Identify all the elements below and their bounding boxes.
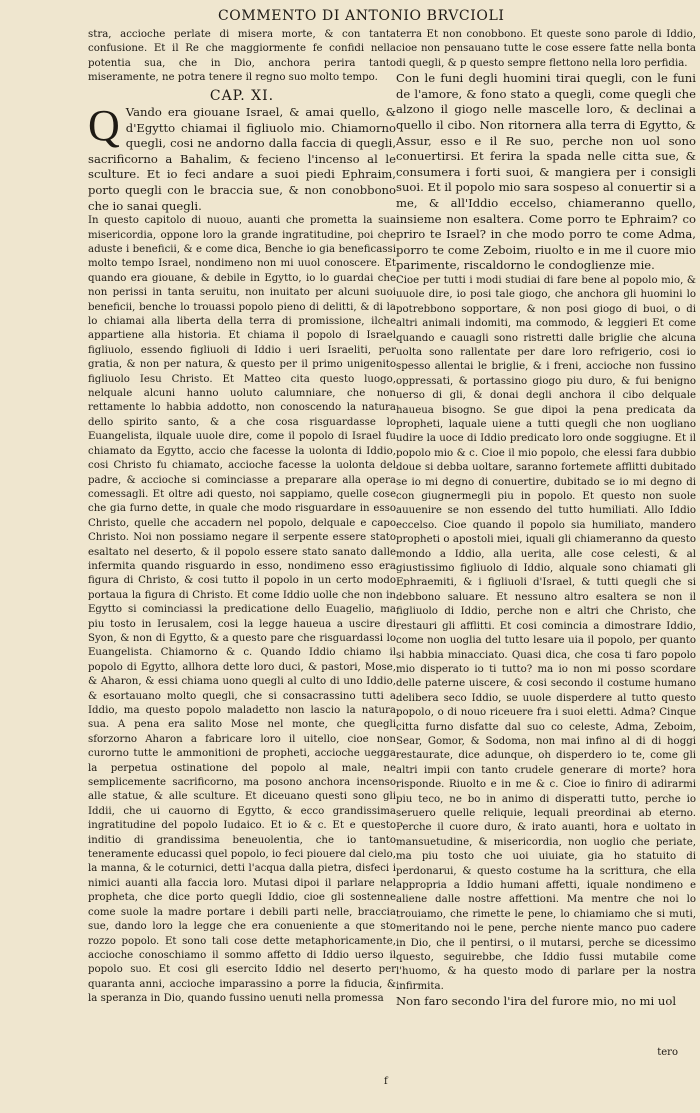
closing-scripture-verse: Non faro secondo l'ira del furore mio, no mi uol xyxy=(396,994,677,1009)
right-column xyxy=(396,28,696,1048)
scripture-verse-text: Vando era giouane Israel, & amai quello, & d'Egytto chiamai il figliuolo mio. Chiamorno quegli, cosi ne andorno dalla faccia di quegli, sacrificorno a Bahalim, & fecieno l'incenso al le sculture. Et io feci andare a suoi piedi Ephraim, porto quegli con le braccia sue, & non conobbono che io sanai quegli. xyxy=(88,105,396,213)
chapter-heading: CAP. XI. xyxy=(209,87,275,104)
left-column xyxy=(88,28,396,1048)
left-opening-text: stra, accioche perlate di misera morte, & con tanta confusione. Et il Re che maggiormente fe confidi nella potentia sua, che in Dio, anchora perira tanto miseramente, ne potra tenere il regno suo molto tempo. xyxy=(88,29,396,84)
catchword: tero xyxy=(657,1047,678,1058)
commentary-text: In questo capitolo di nuouo, auanti che prometta la sua misericordia, oppone loro la grande ingratitudine, poi che aduste i beneficii, & e come dica, Benche io gia beneficassi molto tempo Israel, nondimeno non mi uuol conoscere. Et quando era giouane, & debile in Egytto, io lo guardai che non perissi in tanta seruitu, non inuitato per alcuni suoi beneficii, benche lo trouassi popolo pieno di delitti, & di la lo chiamai alla liberta della terra di promissione, ilche appartiene alla historia. Et chiama il popolo di Israel figliuolo, essendo figliuoli di Iddio i ueri Israeliti, per gratia, & non per natura, & questo per il primo unigenito figliuolo Iesu Christo. Et Matteo cita questo luogo, nelquale alcuni hanno uoluto calumniare, che non rettamente lo habbia addotto, non conoscendo la natura dello spirito santo, & a che cosa risguardasse lo Euangelista, ilquale uuole dire, come il popolo di Israel fu chiamato da Egytto, accio che facesse la uolonta di Iddio, cosi Christo fu chiamato, accioche facesse la uolonta del padre, & accioche si cominciasse a preparare alla opera comessagli. Et oltre adi questo, noi sappiamo, quelle cose che gia furno dette, in quale che modo risguardare in esso Christo, quelle che accadern nel popolo, delquale e capo Christo. Noi non possiamo negare il serpente essere stato esaltato nel deserto, & il popolo essere stato sanato dalle infermita quando risguardo in esso, nondimeno esso era figura di Christo, & cosi tutto il popolo in un certo modo portaua la figura di Christo. Et come Iddio uolle che non in Egytto si cominciassi la predicatione dello Euagelio, ma piu tosto in Ierusalem, cosi la legge haueua a uscire di Syon, & non di Egytto, & a questo pare che risguardassi lo Euangelista. Chiamorno & c. Quando Iddio chiamo il popolo di Egytto, allhora dette loro duci, & pastori, Mose, & Aharon, & essi chiama uono quegli al culto di uno Iddio, & esortauano molto quegli, che si consacrassino tutti a Iddio, ma questo popolo maladetto non lascio la natura sua. A pena era salito Mose nel monte, che quegli sforzorno Aharon a fabricare loro il uitello, cioe non curorno tutte le ammonitioni de propheti, accioche uegga la perpetua ostinatione del popolo al male, ne semplicemente sacrificorno, ma posono anchora incenso alle statue, & alle sculture. Et diceuano questi sono gli Iddii, che ui cauorno di Egytto, & ecco grandissima ingratitudine del popolo Iudaico. Et io & c. Et e questo inditio di grandissima beneuolentia, che io tanto teneramente educassi quel popolo, io feci piouere dal cielo, la manna, & le coturnici, detti l'acqua dalla pietra, disfeci i nimici auanti alla faccia loro. Mutasi dipoi il parlare nel propheta, che dice porto quegli Iddio, cioe gli sostenne come suole la madre portare i debili parti nelle, braccia sue, dando loro la legge che era conueniente a que sto rozzo popolo. Et sono tali cose dette metaphoricamente, accioche conoschiamo il sommo affetto di Iddio uerso il popolo suo. Et cosi gli esercito Iddio nel deserto per quaranta anni, accioche imparassino a porre la fiducia, & la speranza in Dio, quando fussino uenuti nella promessa xyxy=(88,215,396,1005)
scripture-verse: Con le funi degli huomini tirai quegli, con le funi de l'amore, & fono stato a quegli, come quegli che alzono il giogo nelle mascelle loro, & declinai a quello il cibo. Non ritornera alla terra di Egytto, & Assur, esso e il Re suo, perche non uol sono conuertirsi. Et ferira la spada nelle citta sue, & consumera i forti suoi, & mangiera per i consigli suoi. Et il popolo mio sara sospeso al conuertir si a me, & all'Iddio eccelso, chiameranno quello, insieme non esaltera. Come porro te Ephraim? co priro te Israel? in che modo porro te come Adma, porro te come Zeboim, riuolto e in me il cuore mio parimente, riscaldorno le condoglienze mie. xyxy=(396,71,696,273)
commentary-text: Cioe per tutti i modi studiai di fare bene al popolo mio, & uuole dire, io posi tale giogo, che anchora gli huomini lo potrebbono sopportare, & non posi giogo di buoi, o di altri animali indomiti, ma commodo, & leggieri Et come quando e cauagli sono ristretti dalle briglie che alcuna uolta sono rallentate per dare loro refrigerio, cosi io spesso allentai le briglie, & i freni, accioche non fussino oppressati, & portassino giogo piu duro, & fui benigno uerso di gli, & donai degli anchora il cibo delquale haueua bisogno. Se gue dipoi la pena predicata da propheti, laquale uiene a tutti quegli che non uogliano udire la uoce di Iddio predicato loro onde soggiugne. Et il popolo mio & c. Cioe il mio popolo, che elessi fara dubbio doue si debba uoltare, saranno fortemete afflitti dubitado se io mi degno di conuertire, dubitado se io mi degno di con giugnermegli piu in popolo. Et questo non suole auuenire se non essendo del tutto humiliati. Allo Iddio eccelso. Cioe quando il popolo sia humiliato, mandero propheti o apostoli miei, iquali gli chiameranno da questo mondo a Iddio, alla uerita, alle cose celesti, & al giustissimo figliuolo di Iddio, alquale sono chiamati gli Ephraemiti, & i figliuoli d'Israel, & tutti quegli che si debbono saluare. Et nessuno altro esaltera se non il figliuolo di Iddio, perche non e altri che Christo, che restauri gli afflitti. Et cosi comincia a dimostrare Iddio, come non uoglia del tutto lesare uia il popolo, per quanto si habbia minacciato. Quasi dica, che cosa ti faro popolo mio disperato io ti tutto? ma io non mi posso scordare delle paterne uiscere, & cosi secondo il costume humano delibera seco Iddio, se uuole disperdere al tutto questo popolo, o di nouo riceuere fra i suoi eletti. Adma? Cinque citta furno disfatte dal suo co celeste, Adma, Zeboim, Sear, Gomor, & Sodoma, non mai infino al di di hoggi restaurate, dice adunque, oh disperdero io te, come gli altri impii con tanto crudele generare di morte? hora risponde. Riuolto e in me & c. Cioe io finiro di adirarmi piu teco, ne bo in animo di disperatti tutto, perche io seruero quelle reliquie, lequali preordinai ab eterno. Perche il cuore duro, & irato auanti, hora e uoltato in mansuetudine, & misericordia, non uoglio che periate, ma piu tosto che uoi uiuiate, gia ho statuito di perdonarui, & questo costume ha la scrittura, che ella appropria a Iddio humani affetti, iquale nondimeno e aliene dalle nostre affettioni. Ma mentre che noi lo trouiamo, che rimette le pene, lo chiamiamo che si muti, meritando noi le pene, perche niente manco puo cadere in Dio, che il pentirsi, o il mutarsi, perche se dicessimo questo, seguirebbe, che Iddio fussi mutabile come l'huomo, & ha questo modo di parlare per la nostra infirmita. xyxy=(396,274,696,992)
right-opening-text: terra Et non conobbono. Et queste sono parole di Iddio, cioe non pensauano tutte le cose essere fatte nella bonta di quegli, & p questo sempre flettono nella loro perfidia. xyxy=(396,29,696,69)
running-head: COMMENTO DI ANTONIO BRVCIOLI xyxy=(218,8,505,24)
scripture-verse xyxy=(88,101,396,214)
drop-cap-initial: Q xyxy=(88,101,120,151)
signature-mark: f xyxy=(384,1076,388,1087)
